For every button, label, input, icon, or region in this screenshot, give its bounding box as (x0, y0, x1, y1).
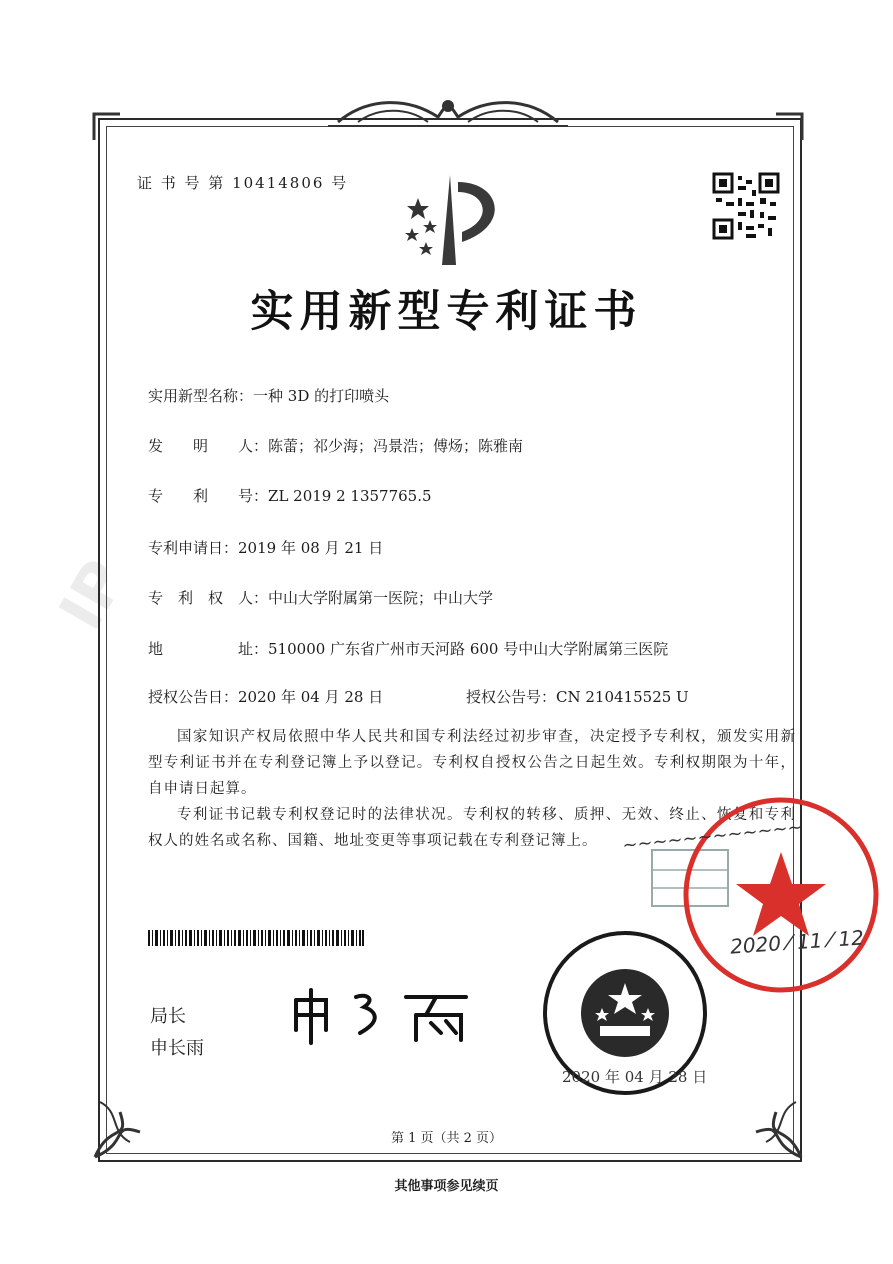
field-label: 专 利 号： (148, 487, 269, 505)
corner-ornament-top-right (774, 112, 804, 142)
grant-statement: 国家知识产权局依照中华人民共和国专利法经过初步审查，决定授予专利权，颁发实用新型专利证书并在专利登记簿上予以登记。专利权自授权公告之日起生效。专利权期限为十年，自申请日起算。 (148, 729, 796, 797)
field-label: 发 明 人： (148, 437, 269, 455)
field-address (148, 638, 668, 659)
field-value: ZL 2019 2 1357765.5 (268, 487, 432, 505)
field-value: CN 210415525 U (556, 688, 689, 706)
top-ornament (328, 92, 568, 132)
field-publication-date (148, 686, 383, 707)
page-title: 实用新型专利证书 (250, 287, 643, 337)
field-label: 专利申请日： (148, 539, 239, 557)
watermark: IP (46, 548, 141, 642)
barcode (148, 930, 364, 946)
field-label: 授权公告日： (148, 688, 239, 706)
field-value: 2019 年 08 月 21 日 (238, 539, 384, 557)
field-label: 实用新型名称： (148, 387, 254, 405)
legal-status-statement: 专利证书记载专利权登记时的法律状况。专利权的转移、质押、无效、终止、恢复和专利权人的姓名或名称、国籍、地址变更等事项记载在专利登记簿上。 (148, 807, 796, 849)
signatory-role: 局长 (150, 1006, 186, 1027)
certificate-number: 证 书 号 第 10414806 号 (137, 174, 349, 192)
corner-ornament-bottom-left (90, 1082, 170, 1162)
qr-code (712, 172, 780, 240)
seal-date: 2020 年 04 月 28 日 (562, 1068, 708, 1086)
patent-office-emblem-icon (390, 170, 520, 270)
field-publication-number (466, 686, 689, 707)
field-value: 510000 广东省广州市天河路 600 号中山大学附属第三医院 (268, 640, 669, 658)
handwritten-note: ~~~~~~~~~~~~ (621, 816, 804, 857)
field-patentee (148, 587, 493, 608)
field-value: 陈蕾；祁少海；冯景浩；傅炀；陈雅南 (268, 437, 524, 455)
field-label: 授权公告号： (466, 688, 557, 706)
handwritten-date: 2020 ⁄ 11 ⁄ 12 (729, 925, 865, 959)
field-inventor (148, 435, 523, 456)
corner-ornament-top-left (92, 112, 122, 142)
corner-ornament-bottom-right (726, 1082, 806, 1162)
field-value: 2020 年 04 月 28 日 (238, 688, 384, 706)
field-patent-number (148, 485, 432, 506)
field-value: 中山大学附属第一医院；中山大学 (268, 589, 494, 607)
signatory-name: 申长雨 (150, 1038, 204, 1059)
field-value: 一种 3D 的打印喷头 (253, 387, 390, 405)
field-utility-model-name (148, 385, 389, 406)
field-label: 地 址： (148, 640, 269, 658)
page-number: 第 1 页（共 2 页） (390, 1131, 503, 1146)
continuation-note: 其他事项参见续页 (394, 1179, 499, 1194)
field-filing-date (148, 537, 383, 558)
field-label: 专 利 权 人： (148, 589, 269, 607)
director-signature (286, 985, 476, 1045)
